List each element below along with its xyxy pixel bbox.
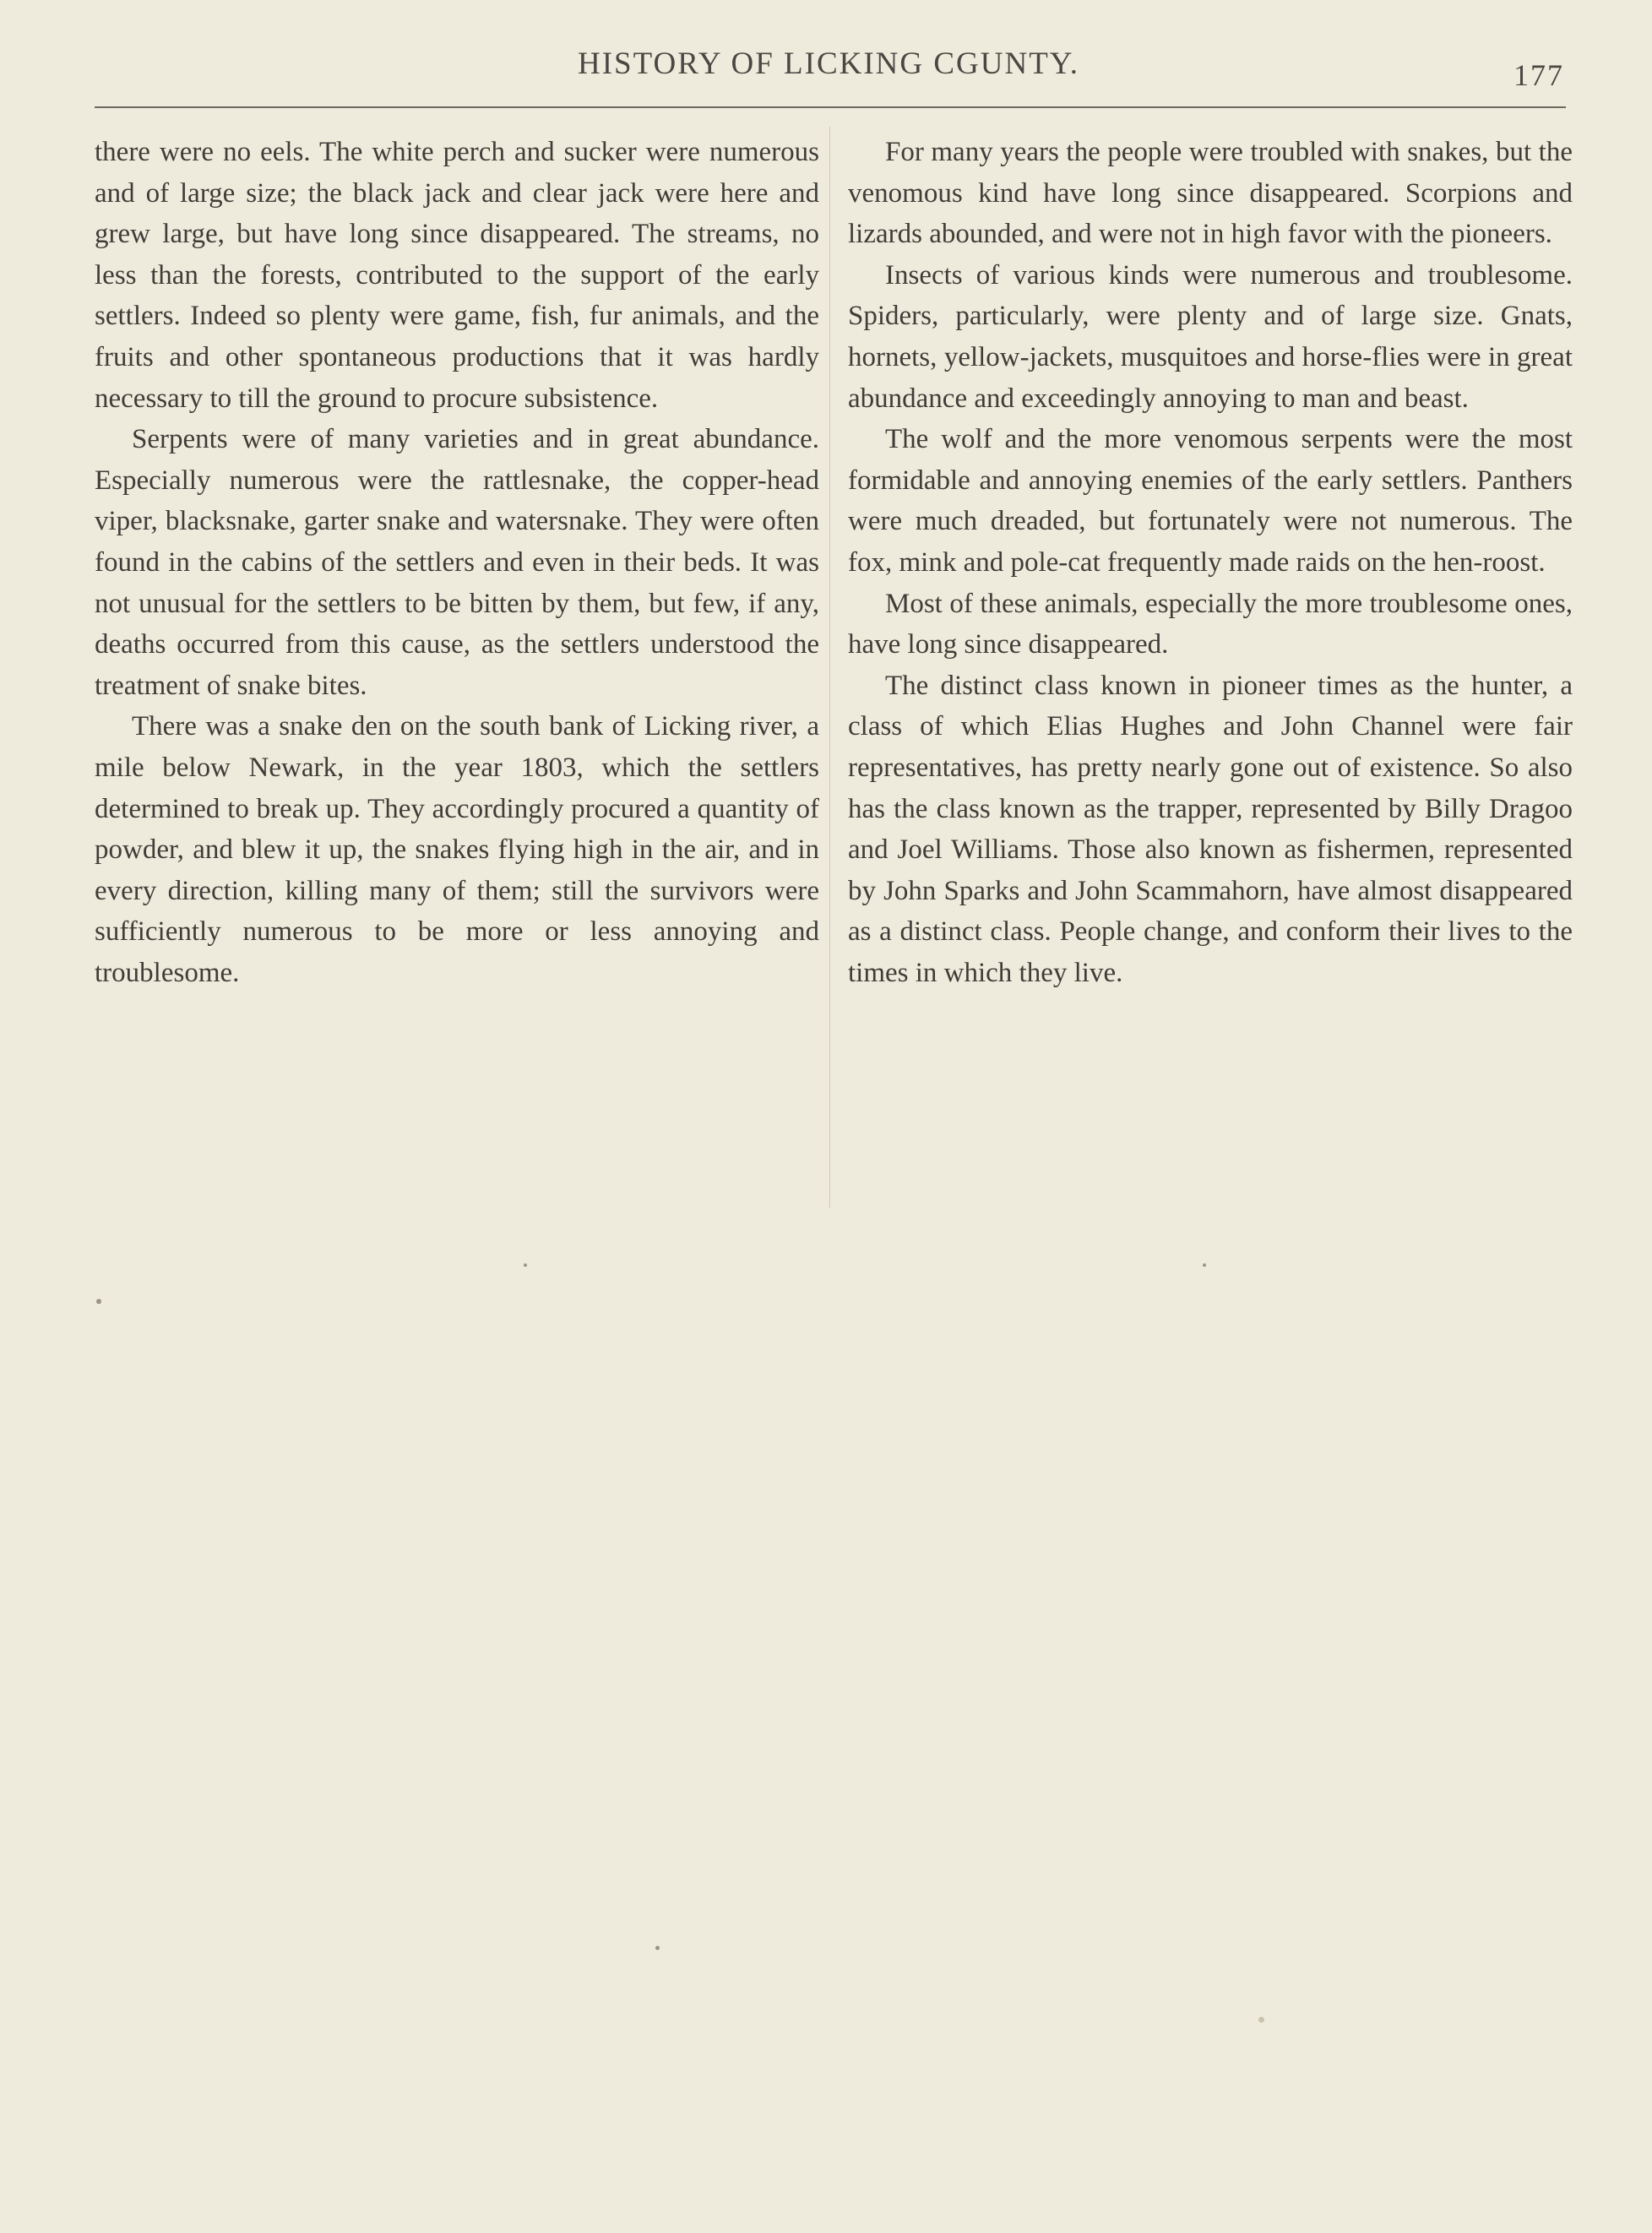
- paper-speck: [1203, 1263, 1206, 1267]
- paragraph: Most of these animals, especially the more troublesome ones, have long since disappeared.: [848, 588, 1573, 660]
- paragraph: The wolf and the more venomous serpents were the most formidable and annoying enemies of the early settlers. Panthers were much dreaded, but fortunately were not numerous. The fox, mink and pole-cat frequently made raids on the hen-roost.: [848, 424, 1573, 578]
- paragraph: Insects of various kinds were numerous and troublesome. Spiders, particularly, were plenty and of large size. Gnats, hornets, yellow-jackets, musquitoes and horse-flies were in great abundance and exceedingly annoying to man and beast.: [848, 259, 1573, 414]
- paper-speck: [1258, 2017, 1264, 2023]
- header-rule: [95, 106, 1566, 108]
- paper-speck: [524, 1263, 527, 1267]
- paragraph: Serpents were of many varieties and in great abundance. Especially numerous were the rattlesnake, the copper-head viper, blacksnake, garter snake and watersnake. They were often found in the cabins of the settlers and even in their beds. It was not unusual for the settlers to be bitten by them, but few, if any, deaths occurred from this cause, as the settlers understood the treatment of snake bites.: [95, 424, 819, 701]
- running-head: [93, 46, 1564, 96]
- running-title: HISTORY OF LICKING CGUNTY.: [577, 46, 1080, 81]
- paragraph: For many years the people were troubled with snakes, but the venomous kind have long since disappeared. Scorpions and lizards abounded, and were not in high favor with the pioneers.: [848, 137, 1573, 250]
- paper-speck: [655, 1946, 660, 1950]
- left-column: [95, 132, 819, 993]
- page-number: 177: [1513, 58, 1564, 92]
- paragraph: There was a snake den on the south bank of Licking river, a mile below Newark, in the year 1803, which the settlers determined to break up. They accordingly procured a quantity of powder, and blew it up, the snakes flying high in the air, and in every direction, killing many of them; still the survivors were sufficiently numerous to be more or less annoying and troublesome.: [95, 711, 819, 988]
- right-column: [848, 132, 1573, 993]
- paragraph: there were no eels. The white perch and sucker were numerous and of large size; the black jack and clear jack were here and grew large, but have long since disappeared. The streams, no less than the forests, contributed to the support of the early settlers. Indeed so plenty were game, fish, fur animals, and the fruits and other spontaneous productions that it was hardly necessary to till the ground to procure subsistence.: [95, 137, 819, 414]
- column-divider: [829, 127, 830, 1208]
- paper-speck: [96, 1299, 101, 1304]
- paragraph: The distinct class known in pioneer times as the hunter, a class of which Elias Hughes and John Channel were fair representatives, has pretty nearly gone out of existence. So also has the class known as the trapper, represented by Billy Dragoo and Joel Williams. Those also known as fishermen, represented by John Sparks and John Scammahorn, have almost disappeared as a distinct class. People change, and conform their lives to the times in which they live.: [848, 670, 1573, 988]
